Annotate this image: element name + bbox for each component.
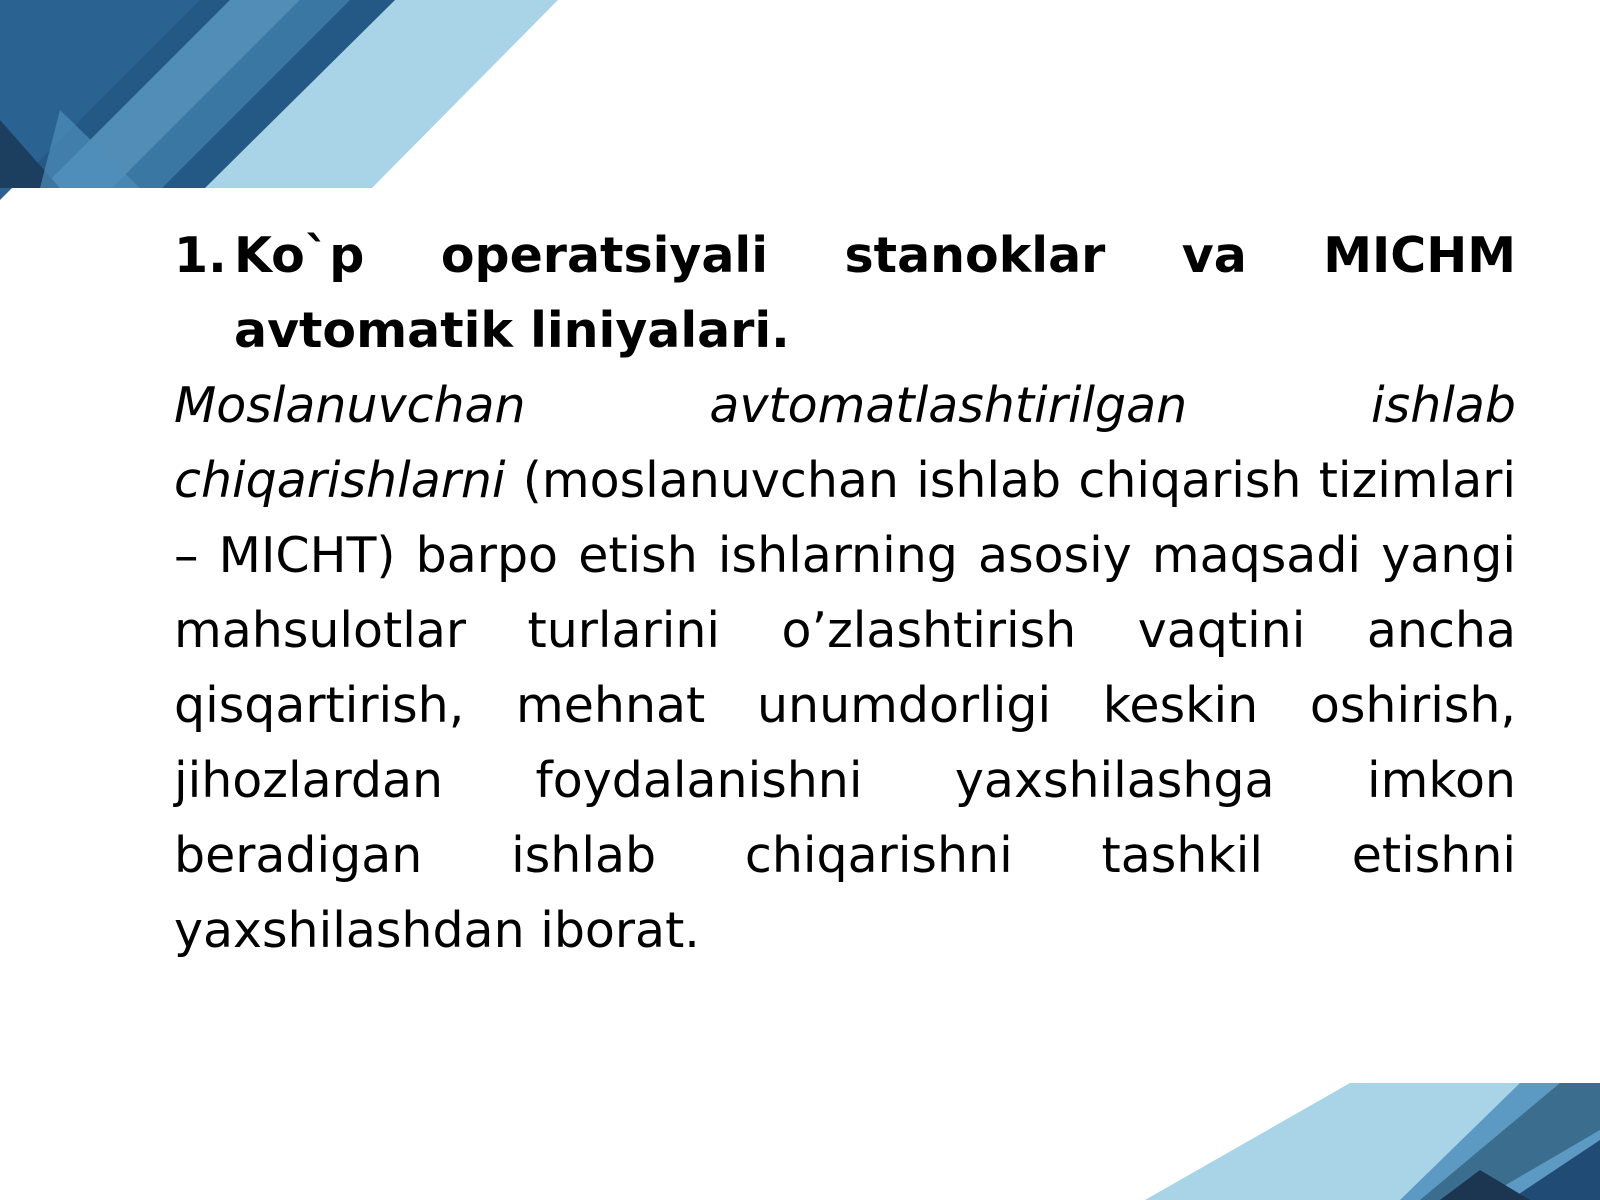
heading-number: 1. — [174, 227, 227, 284]
top-left-decoration — [0, 0, 558, 200]
bottom-right-decoration — [1145, 1083, 1600, 1200]
body-rest: (moslanuvchan ishlab chiqarish tizimlari – MICHT) barpo etish ishlarning asosiy maqsadi yangi mahsulotlar turlarini o’zlashtirish vaqtini ancha qisqartirish, mehnat unumdorligi keskin oshirish, jihozlardan foydalanishni yaxshilashga imkon beradigan ishlab chiqarishni tashkil etishni yaxshilashdan iborat. — [174, 452, 1516, 959]
body-paragraph — [174, 368, 1516, 968]
numbered-heading — [174, 218, 1516, 368]
body-italic-lead: Moslanuvchan avtomatlashtirilgan ishlab chiqarishlarni — [174, 377, 1516, 509]
heading-text: Ko`p operatsiyali stanoklar va MICHM avtomatik liniyalari. — [234, 227, 1516, 359]
text-content — [174, 218, 1516, 968]
